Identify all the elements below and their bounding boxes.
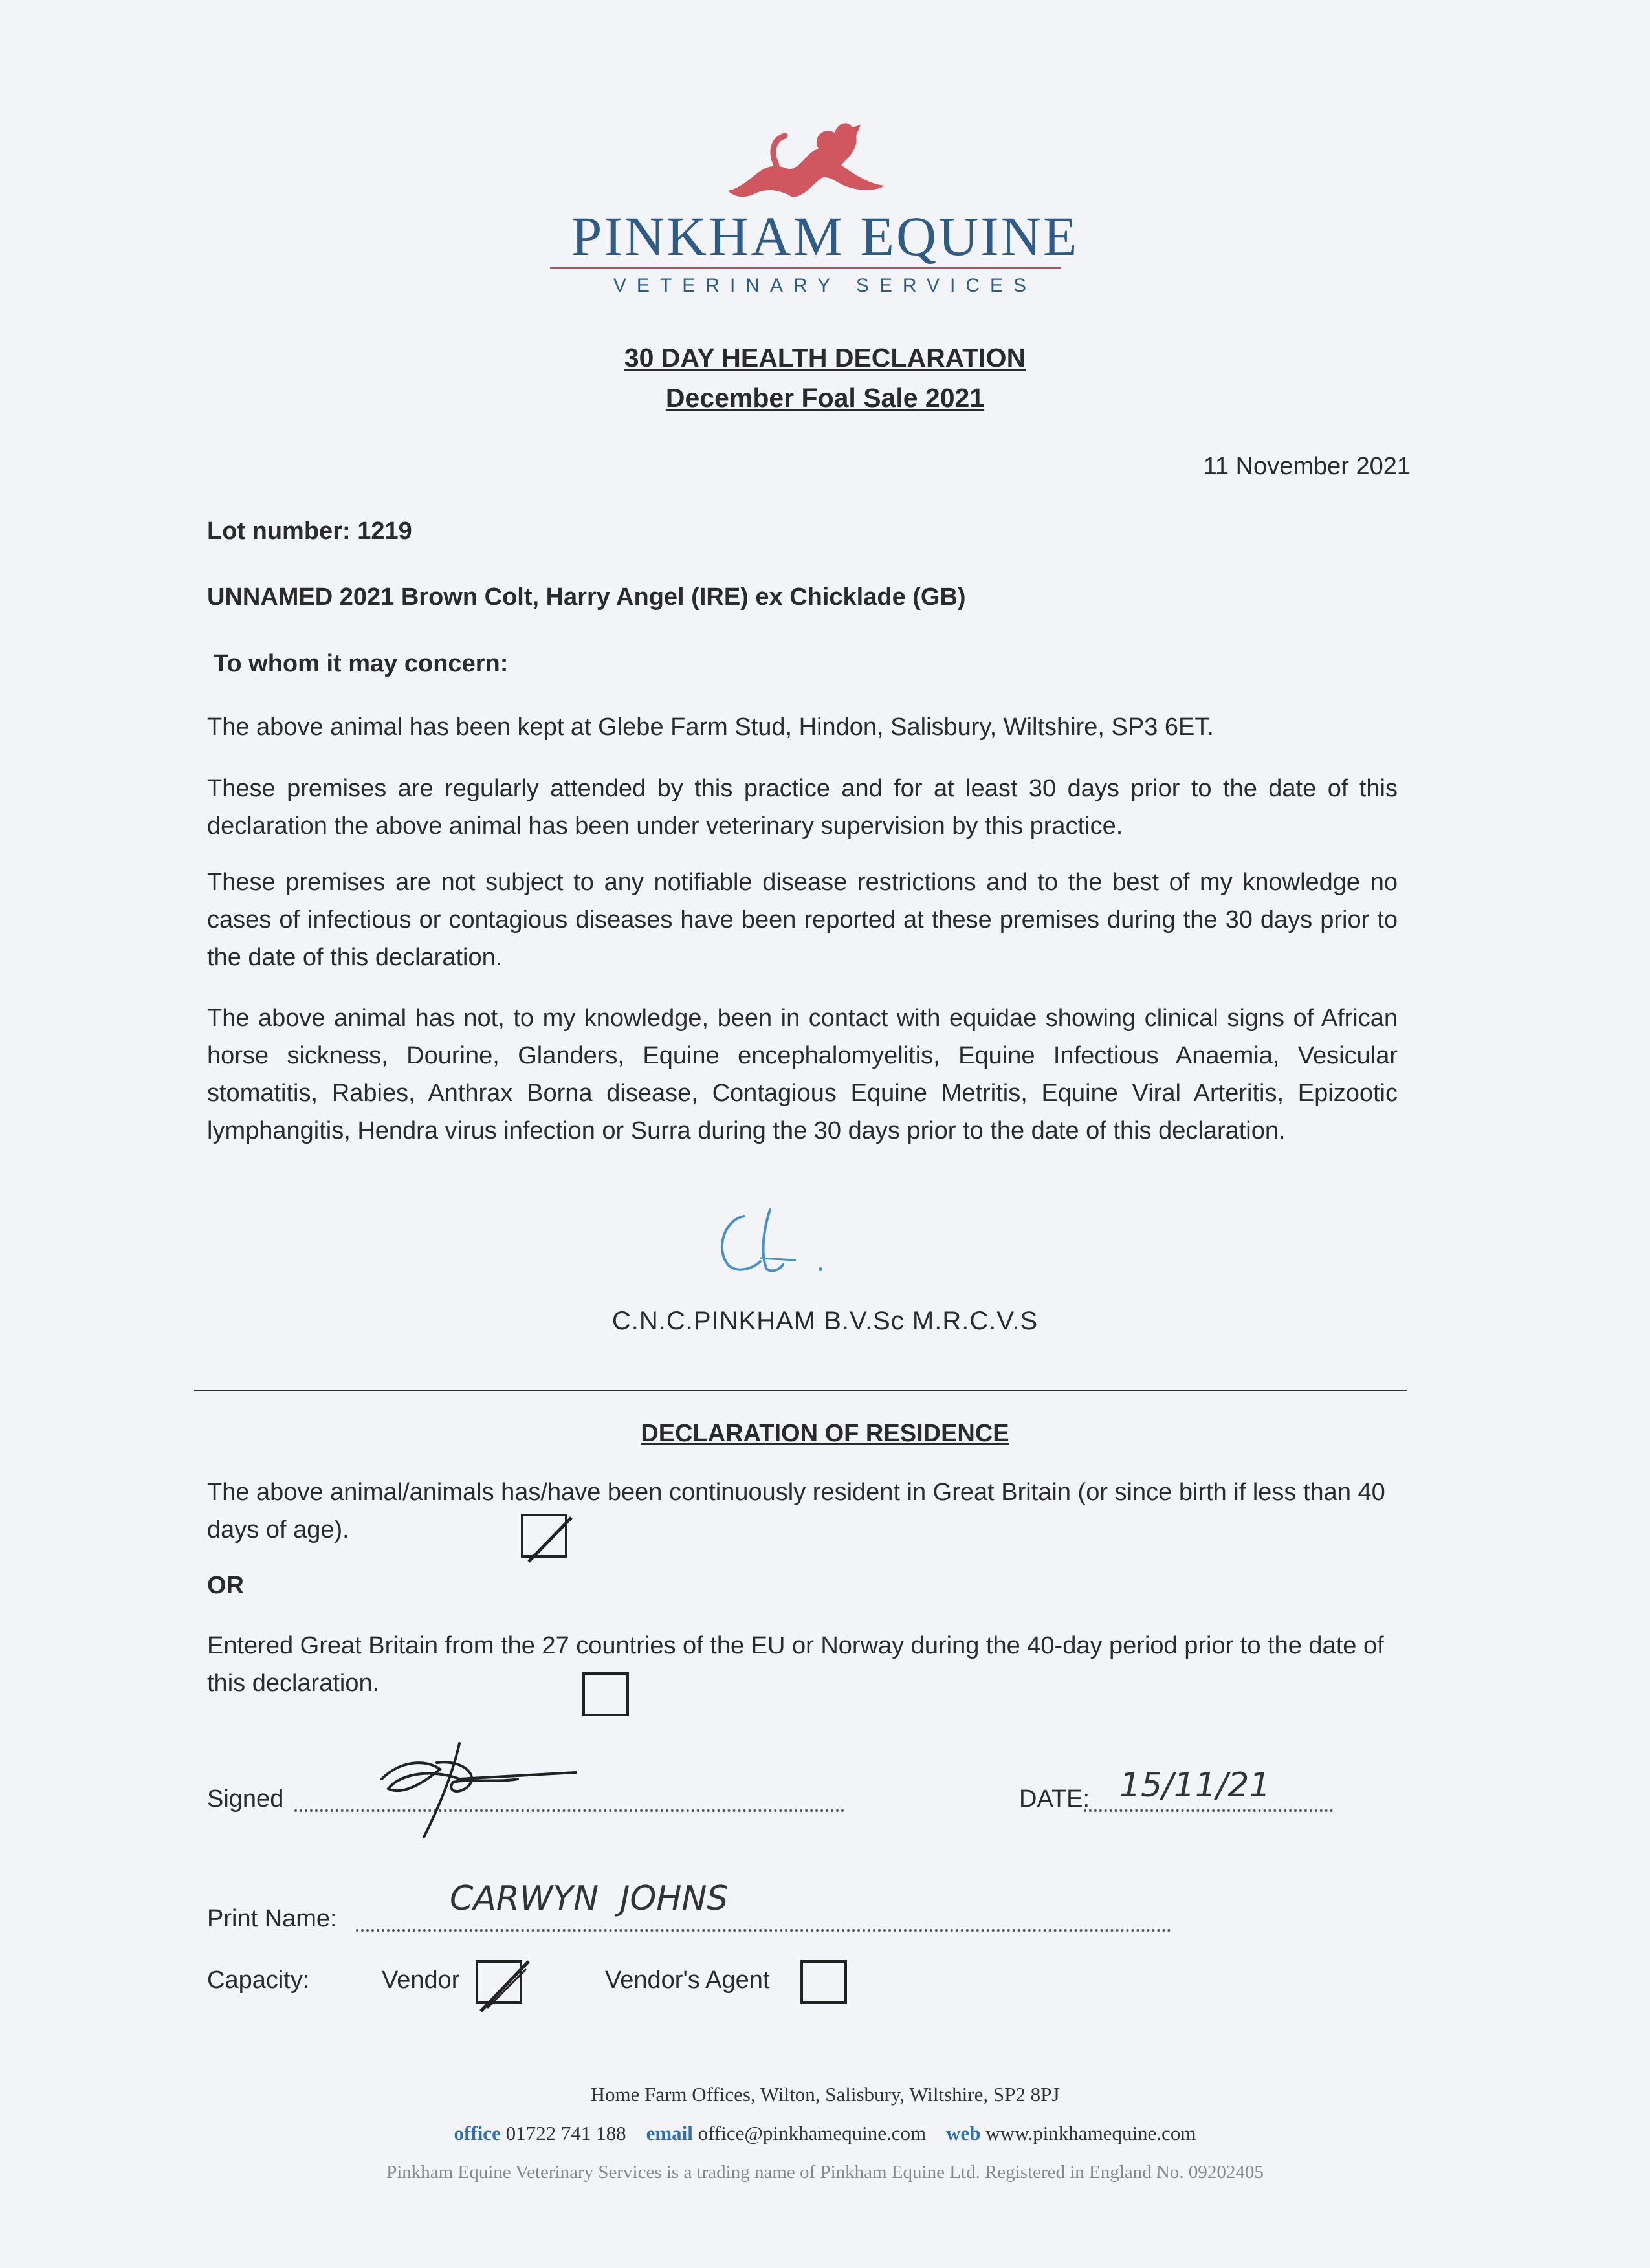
footer-address: Home Farm Offices, Wilton, Salisbury, Wiltshire, SP2 8PJ (590, 2083, 1060, 2106)
signed-date-value: 15/11/21 (1119, 1766, 1271, 1805)
brand-rule (550, 267, 1061, 269)
website-link[interactable]: www.pinkhamequine.com (985, 2122, 1196, 2144)
print-name-value: CARWYN JOHNS (450, 1879, 729, 1918)
vendor-checkbox[interactable] (476, 1960, 522, 2004)
email-address[interactable]: office@pinkhamequine.com (698, 2122, 927, 2144)
document-title: 30 DAY HEALTH DECLARATION (624, 343, 1026, 373)
vet-name: C.N.C.PINKHAM B.V.Sc M.R.C.V.S (611, 1307, 1039, 1335)
residence-option-2-checkbox[interactable] (582, 1672, 629, 1716)
residence-option-2: Entered Great Britain from the 27 countries of the EU or Norway during the 40-day period prior to the date of this declaration. (207, 1632, 1384, 1697)
residence-option-1: The above animal/animals has/have been continuously resident in Great Britain (or since birth if less than 40 days of age). (207, 1479, 1385, 1543)
paragraph-diseases: The above animal has not, to my knowledge, been in contact with equidae showing clinical signs of African horse sickness, Dourine, Glanders, Equine encephalomyelitis, Equine Infectious Anaemia, Vesicular stomatitis, Rabies, Anthrax Borna disease, Contagious Equine Metritis, Equine Viral Arteritis, Epizootic lymphangitis, Hendra virus infection or Surra during the 30 days prior to the date of this declaration. (207, 1005, 1398, 1144)
check-mark-icon (474, 1956, 533, 2014)
horse-logo-icon (715, 113, 896, 210)
vendors-agent-checkbox[interactable] (800, 1960, 847, 2004)
web-label: web (946, 2122, 981, 2144)
capacity-label: Capacity: (207, 1967, 310, 1994)
office-label: office (454, 2122, 501, 2144)
vet-signature (699, 1197, 854, 1287)
vendor-label: Vendor (382, 1967, 460, 1994)
print-name-label: Print Name: (207, 1905, 337, 1932)
date-line[interactable] (1084, 1809, 1333, 1812)
footer-legal: Pinkham Equine Veterinary Services is a trading name of Pinkham Equine Ltd. Registered in England No. 09202405 (386, 2162, 1264, 2183)
brand-name: PINKHAM EQUINE (571, 205, 1079, 267)
check-mark-icon (520, 1510, 578, 1568)
section-divider (194, 1390, 1407, 1391)
residence-title: DECLARATION OF RESIDENCE (641, 1420, 1009, 1447)
print-name-line[interactable] (356, 1929, 1171, 1932)
footer-contacts (0, 2122, 1650, 2145)
document-date: 11 November 2021 (1203, 453, 1411, 480)
email-label: email (646, 2122, 693, 2144)
lot-number: Lot number: 1219 (207, 518, 412, 545)
or-label: OR (207, 1572, 244, 1599)
vendor-signature (362, 1734, 582, 1844)
salutation: To whom it may concern: (214, 650, 509, 677)
brand-subtitle: VETERINARY SERVICES (613, 275, 1037, 296)
vendors-agent-label: Vendor's Agent (605, 1967, 770, 1994)
signed-label: Signed (207, 1785, 284, 1813)
paragraph-premises: The above animal has been kept at Glebe Farm Stud, Hindon, Salisbury, Wiltshire, SP3 6ET. (207, 714, 1214, 741)
paragraph-supervision: These premises are regularly attended by this practice and for at least 30 days prior to the date of this declaration the above animal has been under veterinary supervision by this practice. (207, 775, 1398, 840)
residence-option-1-checkbox[interactable] (521, 1514, 567, 1558)
date-label: DATE: (1019, 1785, 1090, 1813)
document-subtitle: December Foal Sale 2021 (665, 383, 985, 413)
paragraph-restrictions: These premises are not subject to any notifiable disease restrictions and to the best of my knowledge no cases of infectious or contagious diseases have been reported at these premises during the 30 days prior to the date of this declaration. (207, 869, 1398, 971)
office-phone: 01722 741 188 (505, 2122, 626, 2144)
animal-description: UNNAMED 2021 Brown Colt, Harry Angel (IRE) ex Chicklade (GB) (207, 583, 966, 611)
